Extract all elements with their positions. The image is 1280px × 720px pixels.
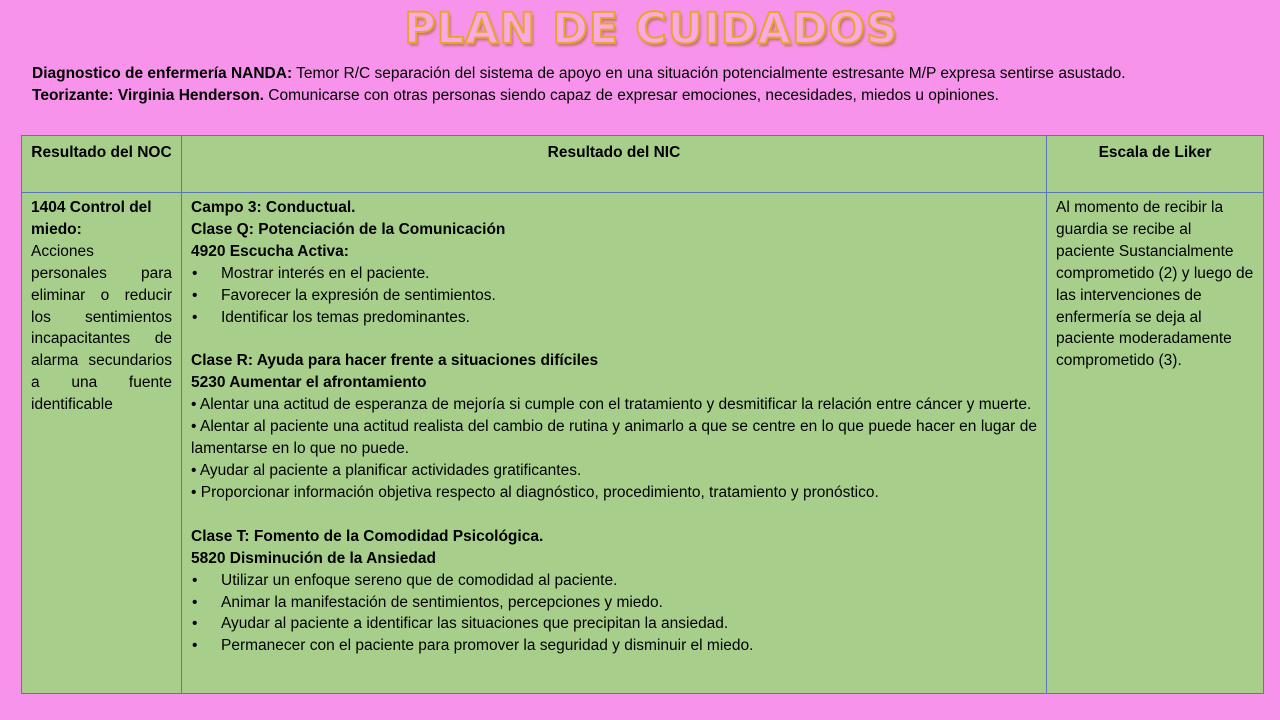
nic-clase-t: Clase T: Fomento de la Comodidad Psicológica.: [191, 527, 544, 545]
spacer: [191, 328, 1037, 350]
liker-text: Al momento de recibir la guardia se recibe al paciente Sustancialmente comprometido (2) y luego de las intervenciones de enfermería se deja al paciente moderadamente comprometido (3).: [1056, 199, 1254, 370]
list-item: • Proporcionar información objetiva respecto al diagnóstico, procedimiento, tratamiento y pronóstico.: [191, 483, 879, 501]
list-item: • Permanecer con el paciente para promover la seguridad y disminuir el miedo.: [191, 635, 1037, 657]
list-item: • Alentar al paciente una actitud realista del cambio de rutina y animarlo a que se centre en lo que puede hacer en lugar de lamentarse en lo que no puede.: [191, 418, 1037, 458]
list-item: • Favorecer la expresión de sentimientos.: [191, 285, 1037, 307]
list-item: • Ayudar al paciente a identificar las situaciones que precipitan la ansiedad.: [191, 613, 1037, 635]
list-item: • Animar la manifestación de sentimientos, percepciones y miedo.: [191, 592, 1037, 614]
nic-t-intervention: 5820 Disminución de la Ansiedad: [191, 549, 436, 567]
nic-t-list: [191, 570, 1037, 658]
table-row: [22, 193, 1264, 694]
noc-text: Acciones personales para eliminar o reducir los sentimientos incapacitantes de alarma secundarios a una fuente identificable: [31, 242, 172, 414]
list-item: • Alentar una actitud de esperanza de mejoría si cumple con el tratamiento y desmitificar la relación entre cáncer y muerte.: [191, 396, 1032, 414]
header-liker: Escala de Liker: [1047, 136, 1264, 193]
nic-clase-q: Clase Q: Potenciación de la Comunicación: [191, 220, 506, 238]
list-item: • Mostrar interés en el paciente.: [191, 263, 1037, 285]
nic-q-intervention: 4920 Escucha Activa:: [191, 242, 349, 260]
liker-cell: [1047, 193, 1264, 694]
noc-title: 1404 Control del miedo:: [31, 199, 152, 238]
intro-section: [32, 63, 1242, 106]
list-item: • Utilizar un enfoque sereno que de comodidad al paciente.: [191, 570, 1037, 592]
diagnosis-text: Temor R/C separación del sistema de apoyo en una situación potencialmente estresante M/P expresa sentirse asustado.: [292, 65, 1126, 82]
header-nic: Resultado del NIC: [182, 136, 1047, 193]
nic-r-intervention: 5230 Aumentar el afrontamiento: [191, 374, 427, 392]
theorist-paragraph: [32, 85, 1242, 107]
nic-clase-r: Clase R: Ayuda para hacer frente a situaciones difíciles: [191, 352, 599, 370]
list-item: • Ayudar al paciente a planificar actividades gratificantes.: [191, 461, 582, 479]
spacer: [191, 504, 1037, 526]
diagnosis-label: Diagnostico de enfermería NANDA:: [32, 65, 293, 82]
table-header-row: [22, 136, 1264, 193]
theorist-text: Comunicarse con otras personas siendo capaz de expresar emociones, necesidades, miedos u opiniones.: [263, 86, 999, 104]
list-item: • Identificar los temas predominantes.: [191, 307, 1037, 329]
page-title: PLAN DE CUIDADOS: [404, 4, 898, 54]
nic-q-list: [191, 263, 1037, 329]
nic-cell: [182, 193, 1047, 694]
diagnosis-paragraph: [32, 63, 1242, 85]
header-noc: Resultado del NOC: [22, 136, 182, 193]
theorist-label: Teorizante: Virginia Henderson.: [32, 86, 264, 104]
noc-cell: [22, 193, 182, 694]
nic-campo: Campo 3: Conductual.: [191, 199, 356, 216]
care-plan-table: [21, 135, 1264, 694]
